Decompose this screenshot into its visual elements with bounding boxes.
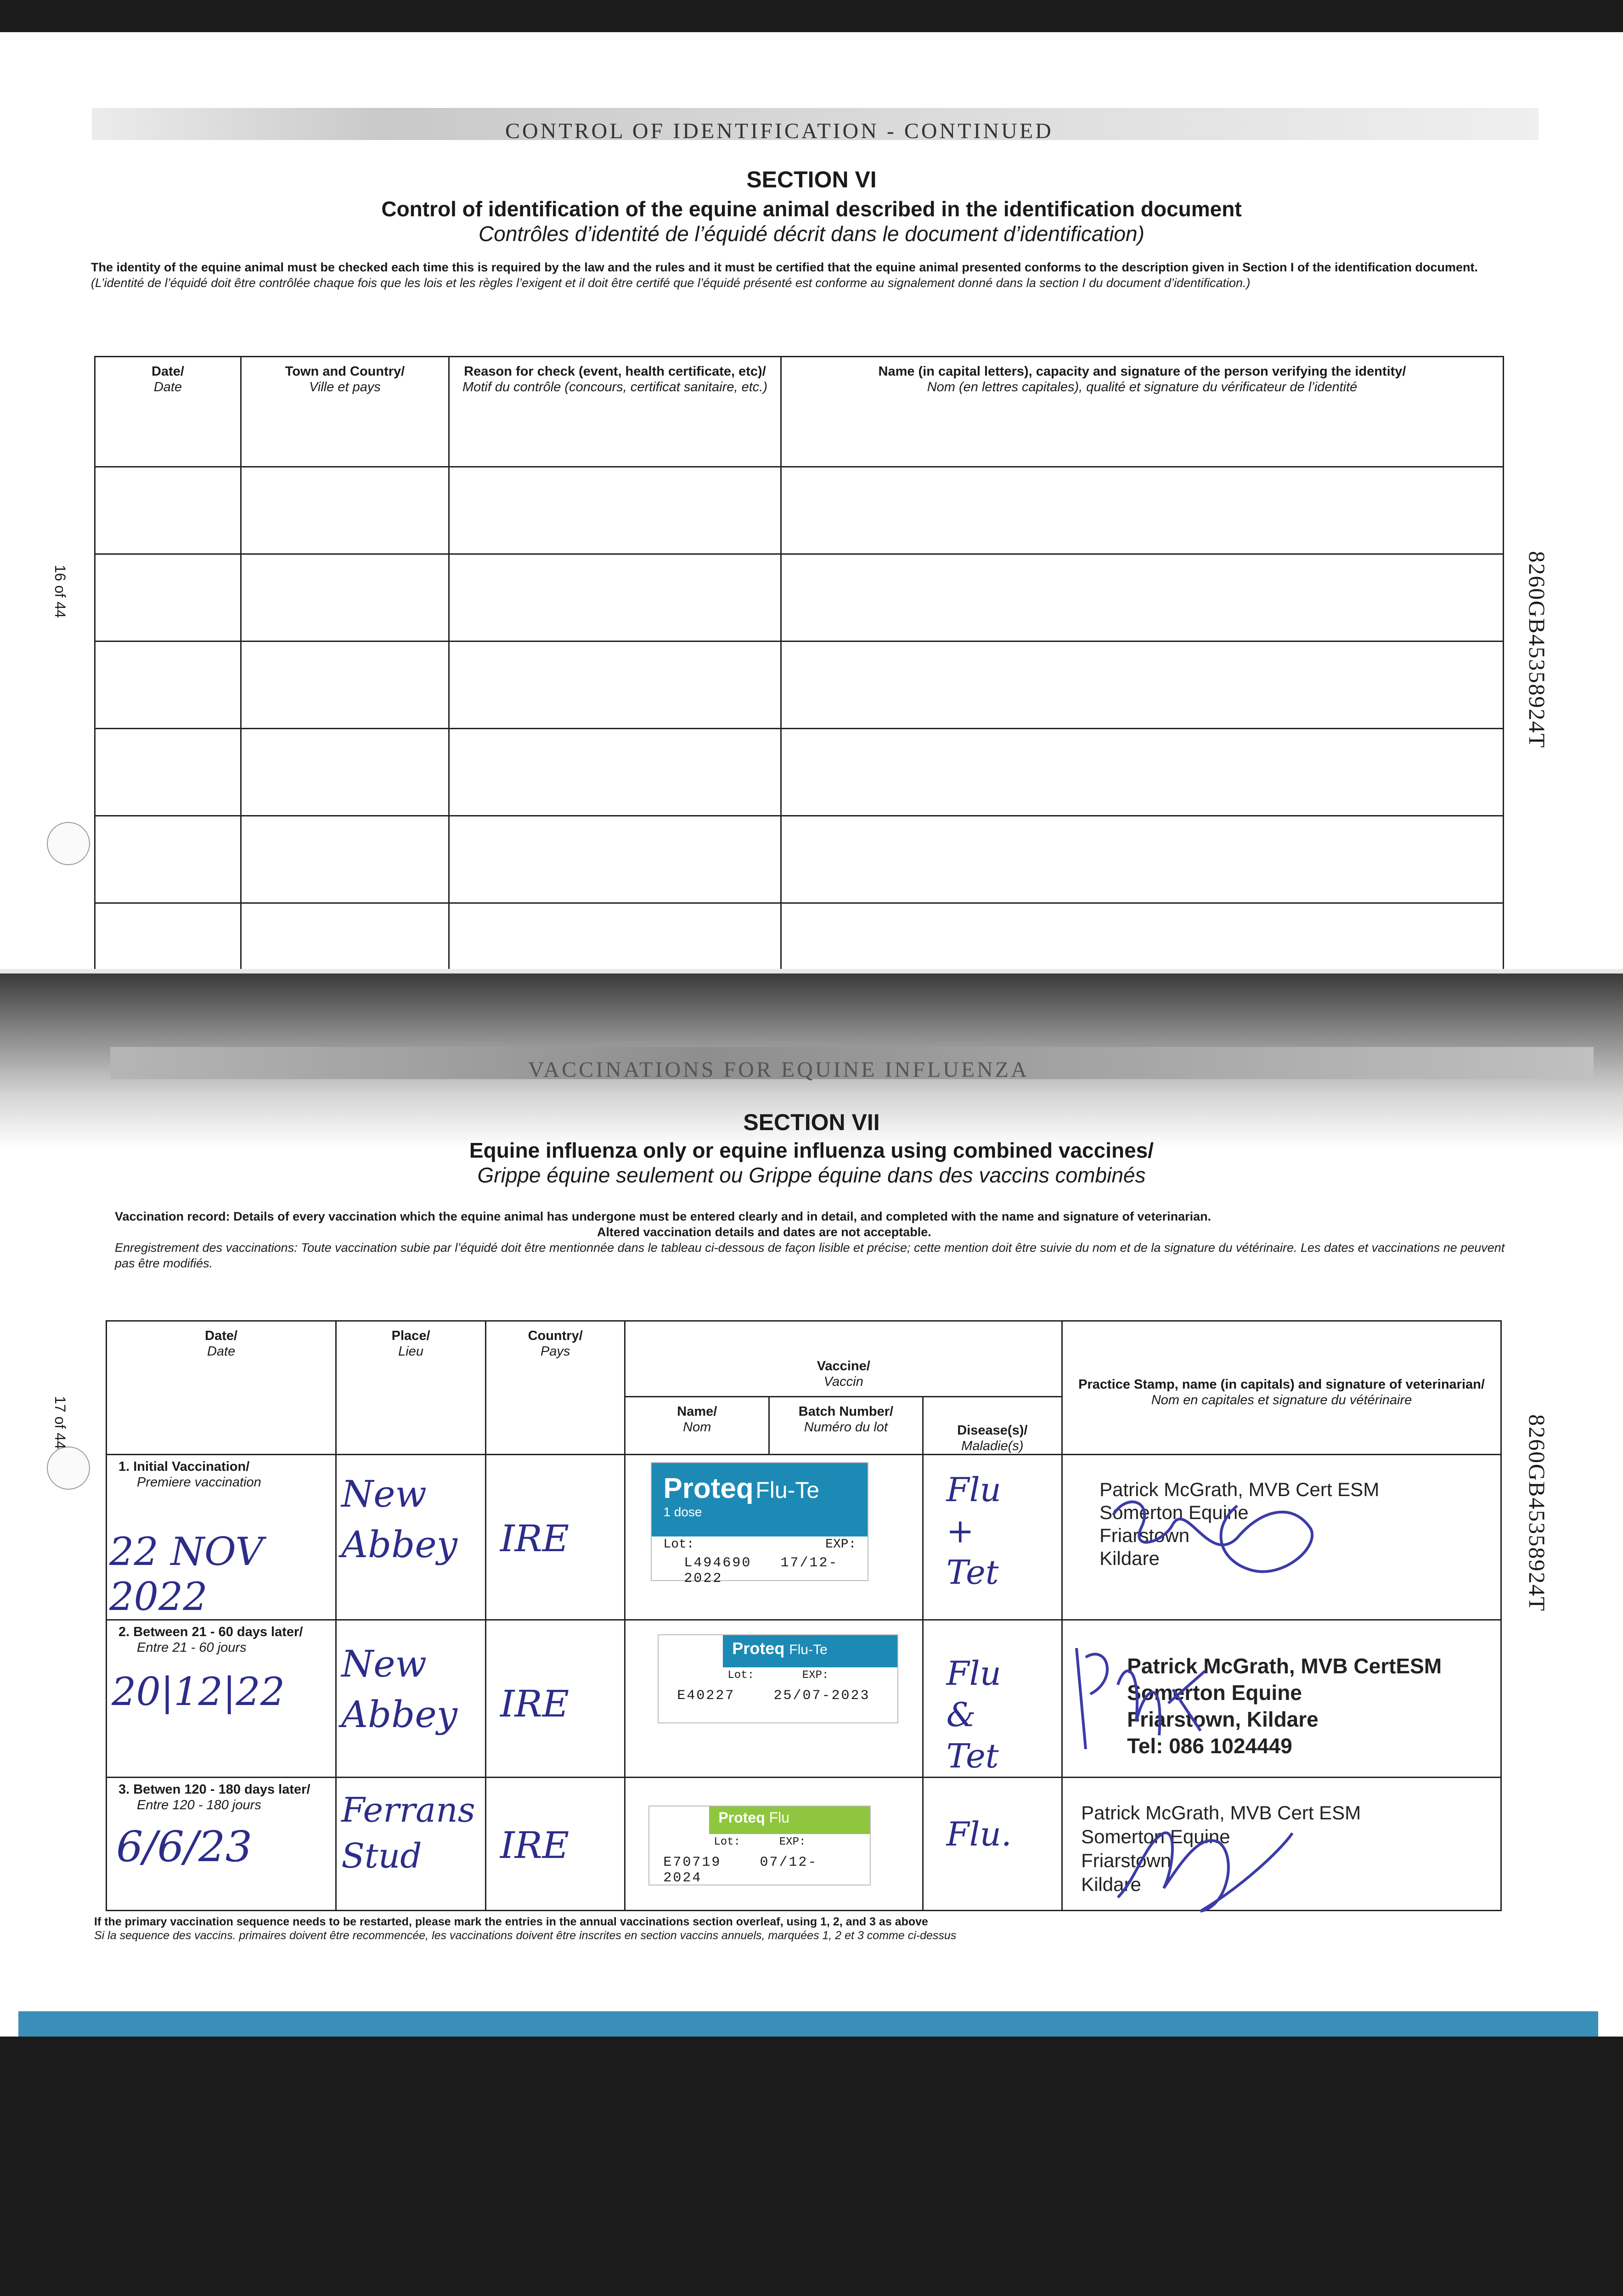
side-code-bottom: 8260GB45358924T: [1524, 1414, 1550, 1612]
table-row: [95, 554, 1504, 642]
col-header-batch: Batch Number/ Numéro du lot: [769, 1397, 923, 1455]
identification-check-table: [94, 356, 1504, 989]
punch-hole: [47, 1446, 90, 1490]
exp-label: EXP:: [802, 1669, 829, 1682]
table-row: [107, 1778, 1501, 1911]
col-header-date: Date/ Date: [107, 1321, 336, 1455]
vaccine-label-cell: [625, 1620, 923, 1778]
punch-hole: [47, 822, 90, 865]
date-value: 22 NOV 2022: [109, 1529, 264, 1619]
lot-label: Lot:: [663, 1537, 694, 1552]
vaccine-brand: Proteq: [732, 1639, 785, 1658]
lot-value: E40227: [677, 1688, 735, 1704]
table-row: [95, 729, 1504, 816]
col-header-place: Place/ Lieu: [336, 1321, 486, 1455]
vaccine-dose: 1 dose: [663, 1505, 702, 1519]
col-header-vaccine-name: Name/ Nom: [625, 1397, 769, 1455]
disease-cell: [923, 1455, 1062, 1620]
vet-stamp: Patrick McGrath, MVB CertESM Somerton Equine Friarstown, Kildare Tel: 086 1024449: [1127, 1654, 1442, 1758]
place-cell: [336, 1455, 486, 1620]
disease-cell: [923, 1778, 1062, 1911]
vaccine-brand: Proteq: [718, 1809, 765, 1826]
section-subtitle-en: Control of identification of the equine animal described in the identification document: [381, 197, 1242, 221]
country-value: IRE: [500, 1683, 569, 1725]
country-cell: [485, 1455, 625, 1620]
footnote-fr: Si la sequence des vaccins. primaires doivent être recommencée, les vaccinations doivent être inscrites en section vaccins annuels, marquées 1, 2 et 3 comme ci-dessus: [94, 1929, 957, 1942]
page-number-top: 16 of 44: [52, 565, 68, 618]
col-header-vaccine: Vaccine/ Vaccin: [625, 1321, 1062, 1397]
col-header-town: Town and Country/ Ville et pays: [241, 357, 449, 467]
exp-value: 25/07-2023: [773, 1688, 870, 1704]
exp-label: EXP:: [779, 1836, 806, 1848]
date-cell: 3. Betwen 120 - 180 days later/ Entre 120 - 180 jours 6/6/23: [107, 1778, 336, 1911]
col-header-stamp: Practice Stamp, name (in capitals) and signature of veterinarian/ Nom en capitales et signature du vétérinaire: [1062, 1321, 1501, 1455]
section-subtitle-fr: Grippe équine seulement ou Grippe équine dans des vaccins combinés: [477, 1163, 1146, 1187]
note-fr: Enregistrement des vaccinations: Toute vaccination subie par l’équidé doit être mentionnée dans le tableau ci-dessous de façon lisible et précise; cette mention doit être suivie du nom et de la signature du vétérinaire. Les dates et vaccinations ne peuvent pas être modifiés.: [115, 1241, 1505, 1270]
vaccine-label-cell: [625, 1455, 923, 1620]
section-note: [91, 259, 1482, 291]
stamp-cell: [1062, 1778, 1501, 1911]
col-header-reason: Reason for check (event, health certificate, etc)/ Motif du contrôle (concours, certificat sanitaire, etc.): [449, 357, 781, 467]
place-value: New Abbey: [341, 1643, 457, 1736]
vet-signature: [1099, 1474, 1320, 1593]
place-cell: [336, 1620, 486, 1778]
section-title: SECTION VII: [743, 1109, 880, 1135]
country-cell: [485, 1778, 625, 1911]
exp-value: 17/12-2022: [684, 1555, 839, 1587]
vaccine-sticker: [651, 1462, 868, 1587]
note-fr: (L’identité de l’équidé doit être contrôlée chaque fois que les lois et les règles l’exigent et il doit être certifé que l’équidé présenté est conforme au signalement donné dans la section I du document d’identification.): [91, 276, 1251, 290]
place-cell: [336, 1778, 486, 1911]
table-row: [95, 467, 1504, 554]
disease-cell: [923, 1620, 1062, 1778]
section-subtitle-fr: Contrôles d’identité de l’équidé décrit dans le document d’identification): [479, 222, 1144, 246]
table-row: [95, 816, 1504, 903]
footnote-en: If the primary vaccination sequence needs to be restarted, please mark the entries in the annual vaccinations section overleaf, using 1, 2, and 3 as above: [94, 1915, 928, 1928]
place-value: Ferrans Stud: [341, 1790, 475, 1876]
vet-signature: [1109, 1806, 1302, 1916]
col-header-country: Country/ Pays: [485, 1321, 625, 1455]
vaccination-table: [106, 1320, 1502, 1911]
disease-value: Flu + Tet: [946, 1470, 1002, 1592]
vet-stamp: Patrick McGrath, MVB Cert ESM Somerton Equine Friarstown Kildare: [1099, 1479, 1380, 1569]
footnote: [94, 1915, 1334, 1942]
vaccine-label-cell: [625, 1778, 923, 1911]
section-banner: CONTROL OF IDENTIFICATION - CONTINUED: [505, 119, 1054, 143]
table-row: [107, 1455, 1501, 1620]
stamp-cell: [1062, 1455, 1501, 1620]
country-cell: [485, 1620, 625, 1778]
col-header-verifier: Name (in capital letters), capacity and signature of the person verifying the identity/ Nom (en lettres capitales), qualité et signature du vérificateur de l’identité: [781, 357, 1504, 467]
date-value: 6/6/23: [116, 1822, 253, 1871]
vaccine-sticker: [648, 1806, 871, 1885]
disease-value: Flu.: [946, 1815, 1012, 1853]
section-title: SECTION VI: [746, 167, 877, 192]
col-header-date: Date/ Date: [95, 357, 241, 467]
vet-stamp: Patrick McGrath, MVB Cert ESM Somerton Equine Friarstown Kildare: [1081, 1802, 1361, 1895]
vaccine-product: Flu-Te: [789, 1642, 828, 1657]
vaccine-product: Flu-Te: [755, 1477, 820, 1503]
vet-signature: [1067, 1630, 1260, 1763]
disease-value: Flu & Tet: [946, 1654, 1002, 1775]
country-value: IRE: [500, 1517, 569, 1560]
section-subtitle-en: Equine influenza only or equine influenza using combined vaccines/: [469, 1138, 1154, 1162]
stamp-cell: [1062, 1620, 1501, 1778]
scan-edge-blue: [18, 2011, 1598, 2037]
note-en-2: Altered vaccination details and dates are not acceptable.: [597, 1225, 931, 1239]
exp-value: 07/12-2024: [663, 1855, 818, 1886]
country-value: IRE: [500, 1824, 569, 1867]
vaccine-sticker: [658, 1634, 898, 1723]
date-cell: 1. Initial Vaccination/ Premiere vaccination 22 NOV 2022: [107, 1455, 336, 1620]
side-code-top: 8260GB45358924T: [1524, 551, 1550, 748]
scan-edge-bottom: [0, 2037, 1623, 2296]
page-number-bottom: 17 of 44: [52, 1396, 68, 1449]
note-en: The identity of the equine animal must be checked each time this is required by the law and the rules and it must be certified that the equine animal presented conforms to the description given in Section I of the identification document.: [91, 260, 1478, 274]
lot-label: Lot:: [727, 1669, 754, 1682]
note-en: Vaccination record: Details of every vaccination which the equine animal has undergone must be entered clearly and in detail, and completed with the name and signature of veterinarian.: [115, 1210, 1212, 1223]
section-note: [115, 1209, 1516, 1271]
date-value: 20|12|22: [112, 1669, 285, 1714]
exp-label: EXP:: [825, 1537, 857, 1552]
col-header-disease: Disease(s)/ Maladie(s): [923, 1397, 1062, 1455]
table-row: [95, 642, 1504, 729]
vaccine-brand: Proteq: [663, 1473, 754, 1504]
section-banner: VACCINATIONS FOR EQUINE INFLUENZA: [528, 1058, 1029, 1082]
vaccine-product: Flu: [769, 1809, 790, 1826]
table-row: [107, 1620, 1501, 1778]
lot-value: E70719: [663, 1855, 721, 1870]
place-value: New Abbey: [341, 1473, 457, 1566]
date-cell: 2. Between 21 - 60 days later/ Entre 21 - 60 jours 20|12|22: [107, 1620, 336, 1778]
scan-edge-top: [0, 0, 1623, 32]
lot-label: Lot:: [714, 1836, 740, 1848]
lot-value: L494690: [684, 1555, 752, 1571]
